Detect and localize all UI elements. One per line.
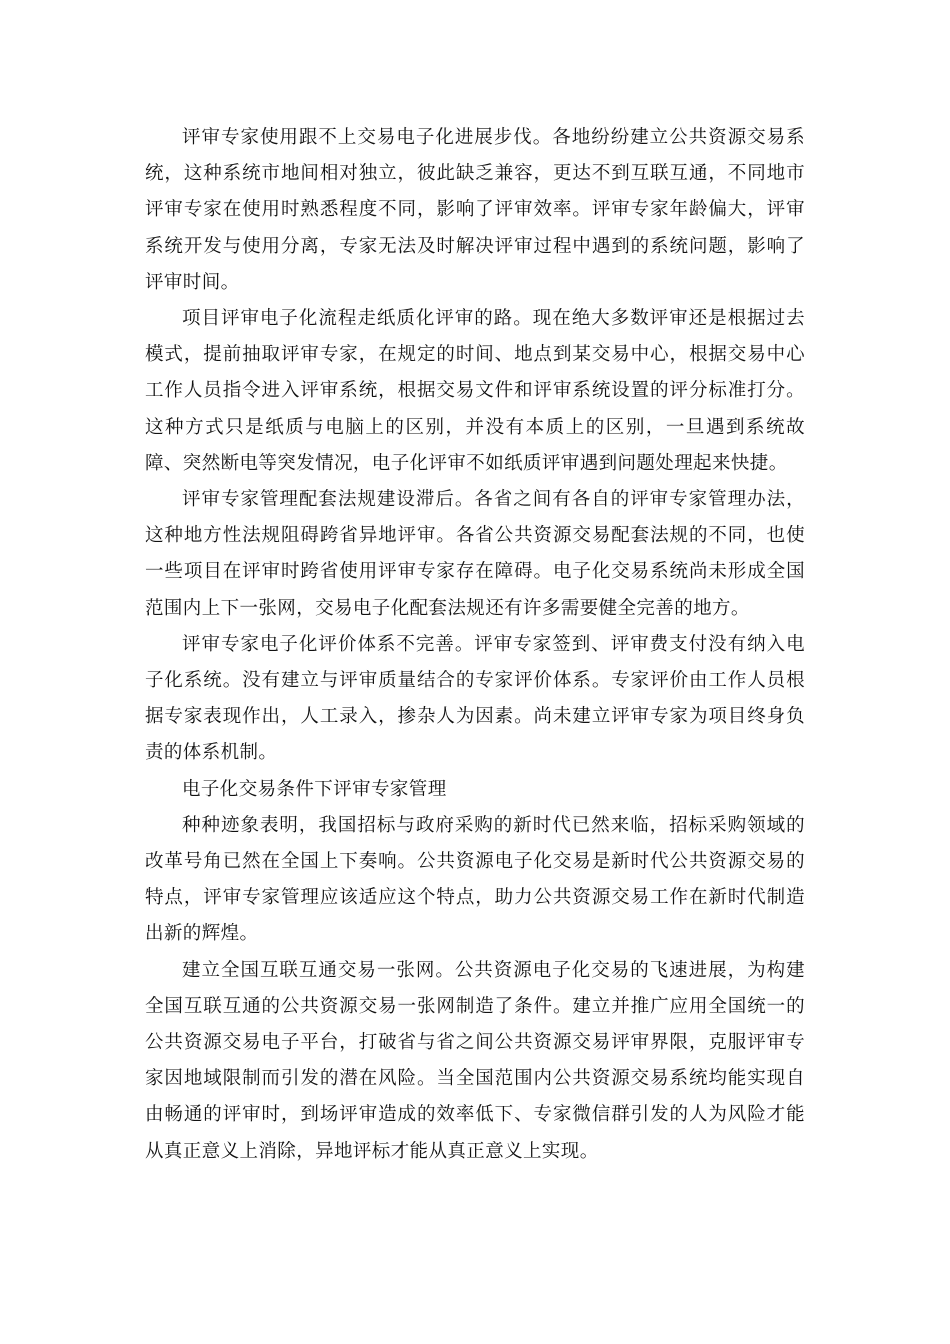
paragraph-new-era: 种种迹象表明，我国招标与政府采购的新时代已然来临，招标采购领域的改革号角已然在全国上下奏响。公共资源电子化交易是新时代公共资源交易的特点，评审专家管理应该适应这个特点，助力公共资源交易工作在新时代制造出新的辉煌。 [145,814,805,945]
section-heading: 电子化交易条件下评审专家管理 [182,778,447,800]
paragraph-expert-usage: 评审专家使用跟不上交易电子化进展步伐。各地纷纷建立公共资源交易系统，这种系统市地间相对独立，彼此缺乏兼容，更达不到互联互通，不同地市评审专家在使用时熟悉程度不同，影响了评审效率。评审专家年龄偏大，评审系统开发与使用分离，专家无法及时解决评审过程中遇到的系统问题，影响了评审时间。 [145,127,805,293]
paragraph-national-network: 建立全国互联互通交易一张网。公共资源电子化交易的飞速进展，为构建全国互联互通的公共资源交易一张网制造了条件。建立并推广应用全国统一的公共资源交易电子平台，打破省与省之间公共资源交易评审界限，克服评审专家因地域限制而引发的潜在风险。当全国范围内公共资源交易系统均能实现自由畅通的评审时，到场评审造成的效率低下、专家微信群引发的人为风险才能从真正意义上消除，异地评标才能从真正意义上实现。 [145,959,805,1162]
paragraph-regulations: 评审专家管理配套法规建设滞后。各省之间有各自的评审专家管理办法，这种地方性法规阻碍跨省异地评审。各省公共资源交易配套法规的不同，也使一些项目在评审时跨省使用评审专家存在障碍。电子化交易系统尚未形成全国范围内上下一张网，交易电子化配套法规还有许多需要健全完善的地方。 [145,489,805,619]
document-body [145,120,805,1170]
paragraph-evaluation-system: 评审专家电子化评价体系不完善。评审专家签到、评审费支付没有纳入电子化系统。没有建立与评审质量结合的专家评价体系。专家评价由工作人员根据专家表现作出，人工录入，掺杂人为因素。尚未建立评审专家为项目终身负责的体系机制。 [145,633,805,764]
paragraph-paper-process: 项目评审电子化流程走纸质化评审的路。现在绝大多数评审还是根据过去模式，提前抽取评审专家，在规定的时间、地点到某交易中心，根据交易中心工作人员指令进入评审系统，根据交易文件和评审系统设置的评分标准打分。这种方式只是纸质与电脑上的区别，并没有本质上的区别，一旦遇到系统故障、突然断电等突发情况，电子化评审不如纸质评审遇到问题处理起来快捷。 [145,308,805,474]
